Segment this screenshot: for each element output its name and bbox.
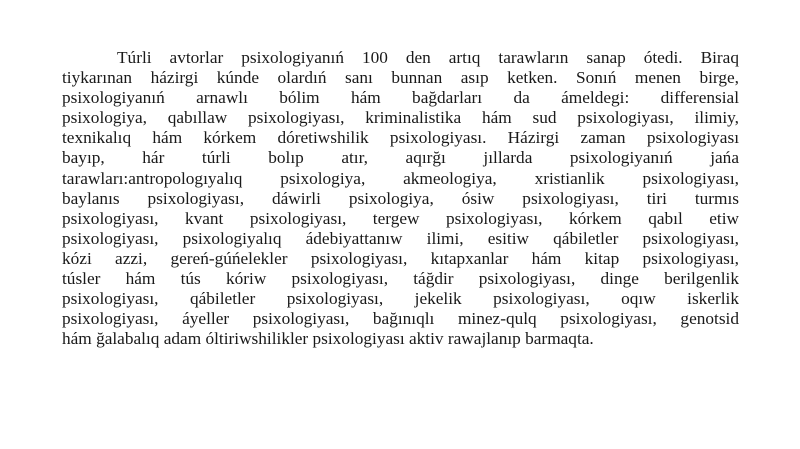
paragraph-line: tiykarınan házirgi kúnde olardıń sanı bunnan asıp ketken. Sonıń menen birge,	[62, 68, 739, 88]
paragraph-line: tarawları:antropologıyalıq psixologiya, akmeologiya, xristianlik psixologiyası,	[62, 168, 739, 188]
paragraph-line: hám ğalabalıq adam óltiriwshilikler psixologiyası aktiv rawajlanıp barmaqta.	[62, 329, 594, 349]
paragraph-line: psixologiyası, psixologiyalıq ádebiyattanıw ilimi, esitiw qábiletler psixologiyası,	[62, 228, 739, 248]
paragraph-line: psixologiyası, kvant psixologiyası, tergew psixologiyası, kórkem qabıl etiw	[62, 208, 739, 228]
paragraph-line: kózi azzi, gereń-gúńelekler psixologiyası, kıtapxanlar hám kitap psixologiyası,	[62, 248, 739, 268]
paragraph-line: bayıp, hár túrli bolıp atır, aqırğı jıllarda psixologiyanıń jańa	[62, 148, 739, 168]
document-page	[62, 0, 739, 449]
paragraph-line: túsler hám tús kóriw psixologiyası, táğdir psixologiyası, dinge berilgenlik	[62, 269, 739, 289]
paragraph-line: Túrli avtorlar psixologiyanıń 100 den artıq tarawların sanap ótedi. Biraq	[117, 48, 739, 67]
paragraph-line: psixologiyanıń arnawlı bólim hám bağdarları da ámeldegi: differensial	[62, 88, 739, 108]
paragraph-line: psixologiyası, áyeller psixologiyası, bağınıqlı minez-qulq psixologiyası, genotsid	[62, 309, 739, 329]
paragraph-line: psixologiya, qabıllaw psixologiyası, kriminalistika hám sud psixologiyası, ilimiy,	[62, 108, 739, 128]
paragraph-line: texnikalıq hám kórkem dóretiwshilik psixologiyası. Házirgi zaman psixologiyası	[62, 128, 739, 148]
paragraph-line: psixologiyası, qábiletler psixologiyası, jekelik psixologiyası, oqıw iskerlik	[62, 289, 739, 309]
paragraph-line: baylanıs psixologiyası, dáwirli psixologiya, ósiw psixologiyası, tiri turmıs	[62, 188, 739, 208]
body-paragraph	[62, 48, 739, 349]
